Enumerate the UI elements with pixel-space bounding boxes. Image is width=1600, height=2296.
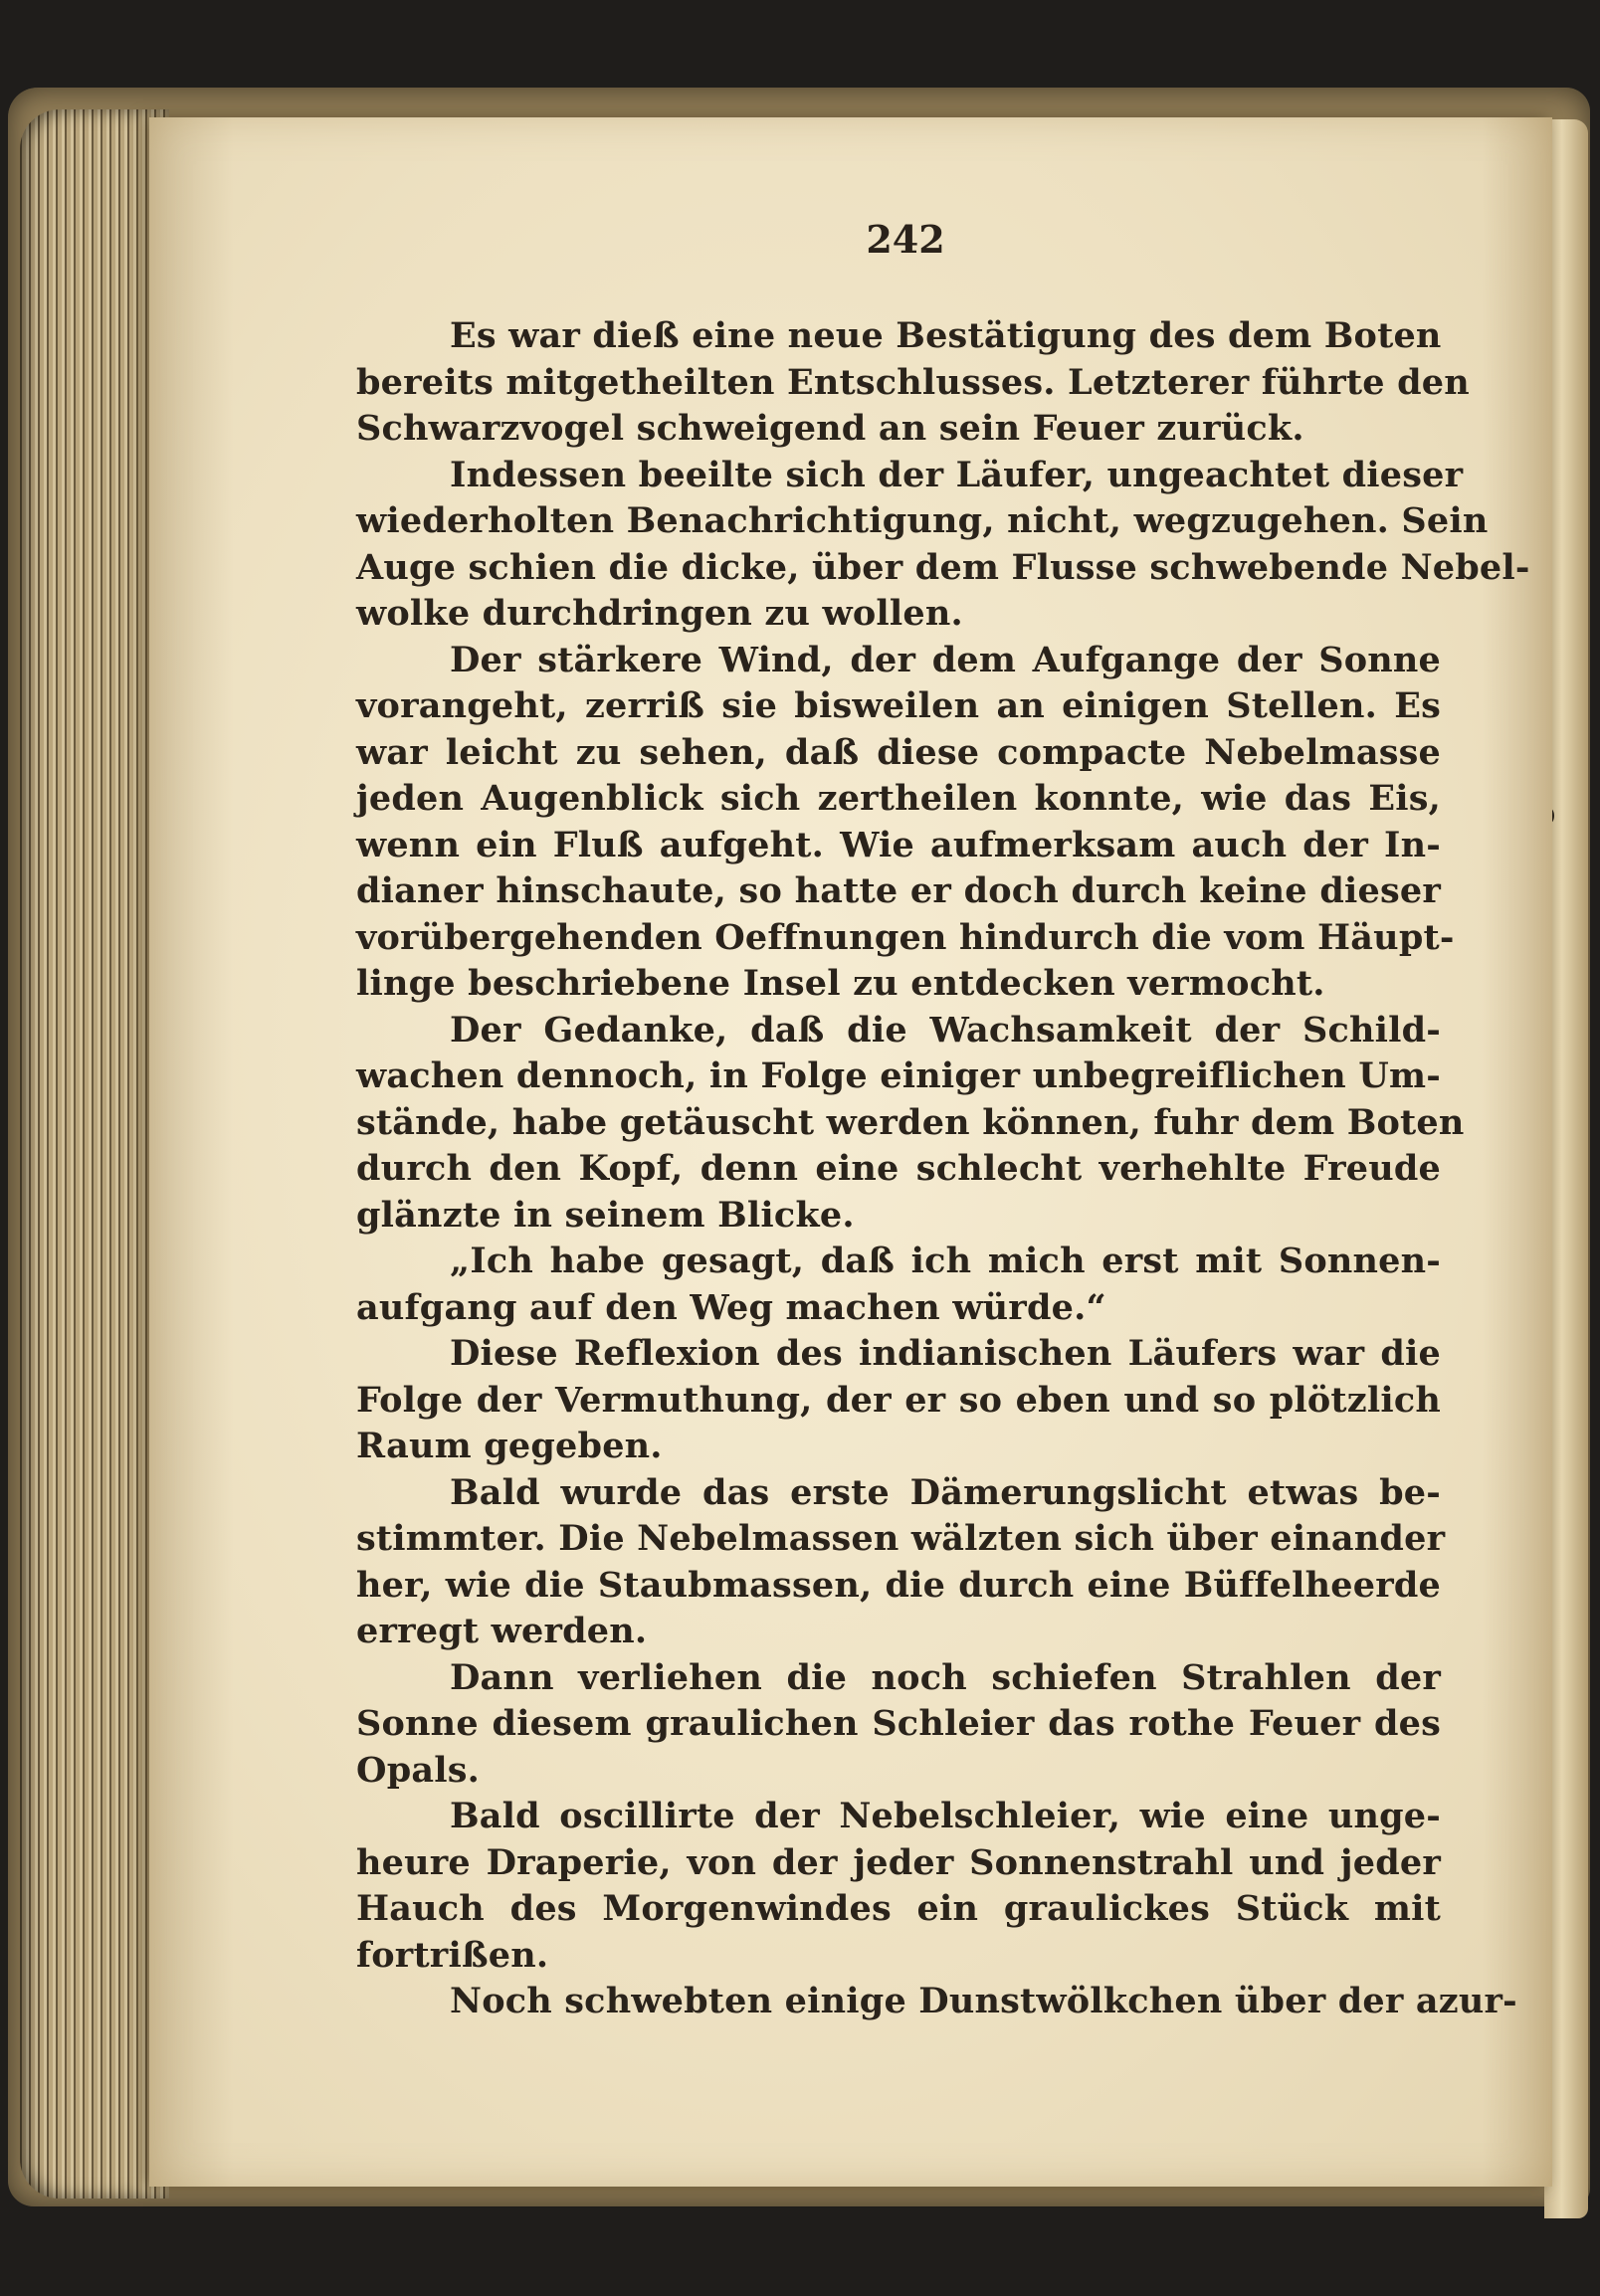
text-line: bereits mitgetheilten Entschlusses. Letzterer führte den xyxy=(356,361,1470,403)
text-line: Raum gegeben. xyxy=(356,1426,663,1466)
text-line: glänzte in seinem Blicke. xyxy=(356,1194,855,1236)
text-line: durch den Kopf, denn eine schlecht verhehlte Freude xyxy=(356,1148,1441,1189)
text-line: war leicht zu sehen, daß diese compacte Nebelmasse xyxy=(356,731,1441,773)
page-number: 242 xyxy=(866,217,945,262)
text-line: Dann verliehen die noch schiefen Strahlen der xyxy=(450,1656,1441,1698)
text-line: Opals. xyxy=(356,1749,481,1791)
text-line: Diese Reflexion des indianischen Läufers war die xyxy=(450,1333,1441,1374)
text-line: Bald oscillirte der Nebelschleier, wie eine unge- xyxy=(450,1796,1441,1836)
text-line: stimmter. Die Nebelmassen wälzten sich über einander xyxy=(356,1518,1446,1559)
text-line: Folge der Vermuthung, der er so eben und so plötzlich xyxy=(356,1379,1441,1421)
text-line: Sonne diesem graulichen Schleier das rothe Feuer des xyxy=(356,1703,1441,1744)
text-line: Auge schien die dicke, über dem Flusse schwebende Nebel- xyxy=(356,546,1530,588)
text-line: Noch schwebten einige Dunstwölkchen über der azur- xyxy=(450,1981,1517,2021)
text-line: erregt werden. xyxy=(356,1611,648,1651)
text-line: Indessen beeilte sich der Läufer, ungeachtet dieser xyxy=(450,454,1464,495)
text-line: Der Gedanke, daß die Wachsamkeit der Schild- xyxy=(450,1009,1441,1051)
text-line: linge beschriebene Insel zu entdecken vermocht. xyxy=(356,963,1325,1004)
page-stack-left xyxy=(20,109,169,2199)
text-line: heure Draperie, von der jeder Sonnenstrahl und jeder xyxy=(356,1841,1441,1883)
text-line: jeden Augenblick sich zertheilen konnte, wie das Eis, xyxy=(356,778,1441,819)
text-line: Hauch des Morgenwindes ein graulickes Stück mit xyxy=(356,1888,1441,1929)
text-line: wenn ein Fluß aufgeht. Wie aufmerksam auch der In- xyxy=(356,824,1441,865)
text-line: „Ich habe gesagt, daß ich mich erst mit Sonnen- xyxy=(450,1241,1441,1281)
text-line: vorübergehenden Oeffnungen hindurch die vom Häupt- xyxy=(356,916,1455,958)
text-line: Der stärkere Wind, der dem Aufgange der Sonne xyxy=(450,639,1441,680)
text-line: wolke durchdringen zu wollen. xyxy=(356,593,963,634)
text-line: fortrißen. xyxy=(356,1934,549,1976)
text-line: wachen dennoch, in Folge einiger unbegreiflichen Um- xyxy=(356,1055,1441,1096)
text-line: Schwarzvogel schweigend an sein Feuer zurück. xyxy=(356,408,1304,449)
text-line: stände, habe getäuscht werden können, fuhr dem Boten xyxy=(356,1101,1465,1143)
text-line: aufgang auf den Weg machen würde.“ xyxy=(356,1286,1106,1328)
text-line: vorangeht, zerriß sie bisweilen an einigen Stellen. Es xyxy=(356,685,1441,726)
text-line: her, wie die Staubmassen, die durch eine Büffelheerde xyxy=(356,1564,1441,1606)
page-body-text xyxy=(356,313,1530,2025)
text-line: Bald wurde das erste Dämerungslicht etwas be- xyxy=(450,1471,1441,1513)
text-line: Es war dieß eine neue Bestätigung des dem Boten xyxy=(450,315,1442,356)
text-line: dianer hinschaute, so hatte er doch durch keine dieser xyxy=(356,870,1441,911)
text-line: wiederholten Benachrichtigung, nicht, wegzugehen. Sein xyxy=(356,500,1489,541)
